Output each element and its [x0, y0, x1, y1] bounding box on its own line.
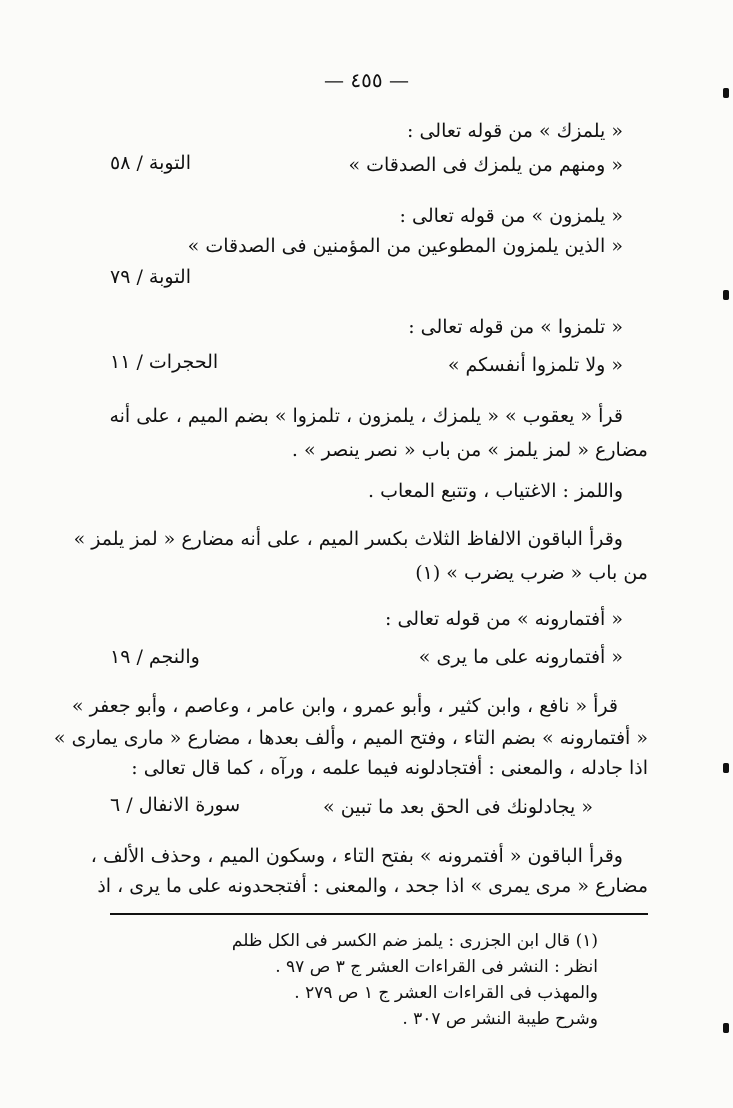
body-line: « أفتمارونه » بضم التاء ، وفتح الميم ، وألف بعدها ، مضارع « مارى يمارى » [53, 727, 648, 749]
footnote-line: (١) قال ابن الجزرى : يلمز ضم الكسر فى الكل ظلم [231, 931, 598, 951]
surah-reference: والنجم / ١٩ [110, 646, 200, 668]
body-line: وقرأ الباقون الالفاظ الثلاث بكسر الميم ، على أنه مضارع « لمز يلمز » [73, 528, 623, 550]
body-line: اذا جادله ، والمعنى : أفتجادلونه فيما علمه ، ورآه ، كما قال تعالى : [131, 757, 648, 779]
body-line: واللمز : الاغتياب ، وتتبع المعاب . [368, 480, 623, 502]
footnote-line: وشرح طيبة النشر ص ٣٠٧ . [402, 1009, 598, 1029]
surah-reference: التوبة / ٧٩ [110, 266, 191, 288]
quran-verse: « الذين يلمزون المطوعين من المؤمنين فى الصدقات » [187, 235, 623, 257]
binding-mark [723, 763, 729, 773]
binding-mark [723, 88, 729, 98]
footnote-divider [110, 913, 648, 915]
entry-heading: « يلمزون » من قوله تعالى : [399, 205, 623, 227]
footnote-line: والمهذب فى القراءات العشر ج ١ ص ٢٧٩ . [294, 983, 598, 1003]
page-number: — ٤٥٥ — [324, 68, 409, 92]
footnote-line: انظر : النشر فى القراءات العشر ج ٣ ص ٩٧ . [275, 957, 598, 977]
body-line: قرأ « يعقوب » « يلمزك ، يلمزون ، تلمزوا » بضم الميم ، على أنه [109, 405, 623, 427]
quran-verse: « ومنهم من يلمزك فى الصدقات » [348, 154, 623, 176]
entry-heading: « يلمزك » من قوله تعالى : [407, 120, 623, 142]
binding-mark [723, 290, 729, 300]
entry-heading: « أفتمارونه » من قوله تعالى : [385, 608, 623, 630]
entry-heading: « تلمزوا » من قوله تعالى : [408, 316, 623, 338]
surah-reference: التوبة / ٥٨ [110, 152, 191, 174]
surah-reference: سورة الانفال / ٦ [110, 794, 241, 816]
body-line: قرأ « نافع ، وابن كثير ، وأبو عمرو ، وابن عامر ، وعاصم ، وأبو جعفر » [71, 695, 618, 717]
body-line: من باب « ضرب يضرب » (١) [415, 562, 648, 584]
quran-verse: « أفتمارونه على ما يرى » [418, 646, 623, 668]
body-line: وقرأ الباقون « أفتمرونه » بفتح التاء ، وسكون الميم ، وحذف الألف ، [90, 845, 623, 867]
surah-reference: الحجرات / ١١ [110, 351, 219, 373]
binding-mark [723, 1023, 729, 1033]
body-line: مضارع « لمز يلمز » من باب « نصر ينصر » . [291, 439, 648, 461]
body-line: مضارع « مرى يمرى » اذا جحد ، والمعنى : أفتجحدونه على ما يرى ، اذ [97, 875, 648, 897]
quran-verse: « يجادلونك فى الحق بعد ما تبين » [323, 796, 593, 818]
quran-verse: « ولا تلمزوا أنفسكم » [447, 354, 623, 376]
